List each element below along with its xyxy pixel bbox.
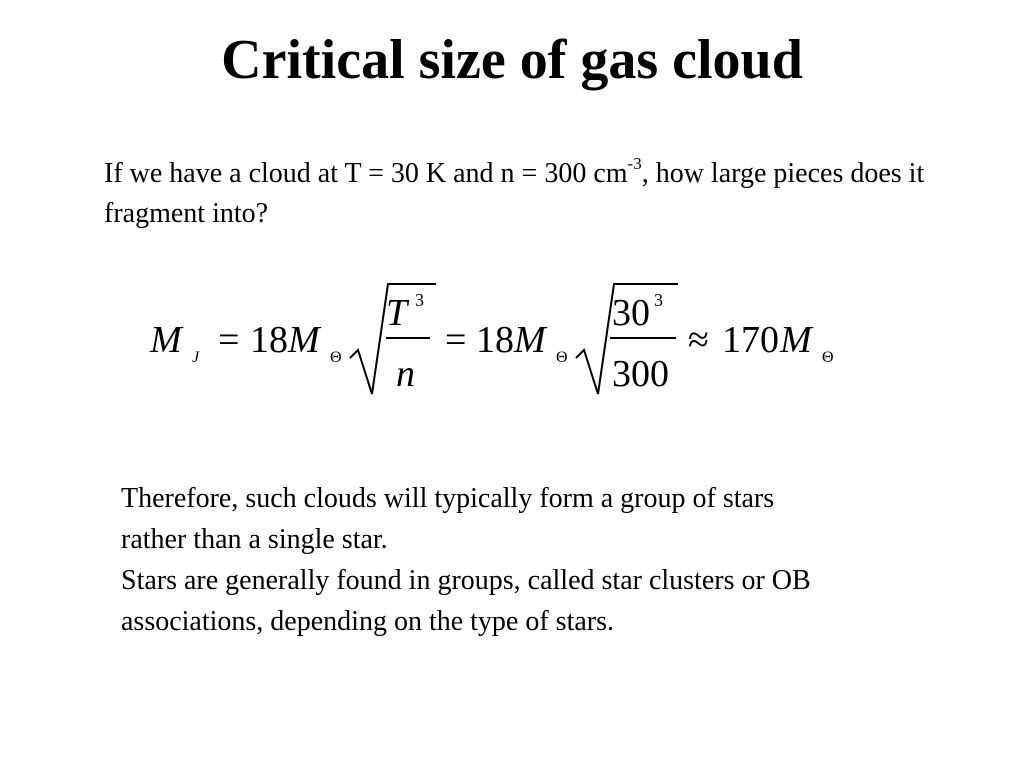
sun-subscript-3: Θ (822, 349, 834, 366)
solar-mass-symbol-2: M (514, 319, 546, 361)
fraction-2-numerator-exponent: 3 (654, 290, 663, 310)
equals-sign-2: = (445, 319, 467, 361)
conclusion-line-2: Stars are generally found in groups, called star clusters or OB associations, depending on the type of stars. (121, 565, 811, 637)
fraction-2-denominator: 300 (612, 353, 669, 395)
question-superscript: -3 (627, 153, 642, 173)
fraction-2-numerator: 30 (612, 292, 650, 334)
sun-subscript-1: Θ (330, 349, 342, 366)
jeans-mass-equation (140, 270, 860, 410)
question-text-after: , how large pieces does it fragment into? (104, 158, 925, 229)
lhs-subscript: J (192, 349, 200, 366)
solar-mass-symbol-1: M (288, 319, 320, 361)
result-coefficient: 170 (722, 319, 779, 361)
slide-title: Critical size of gas cloud (221, 29, 803, 91)
question-text (104, 154, 964, 234)
conclusion-line-1: Therefore, such clouds will typically form a group of stars rather than a single star. (121, 483, 775, 555)
fraction-1-numerator-exponent: 3 (415, 290, 424, 310)
approx-sign: ≈ (688, 319, 709, 361)
lhs-symbol: M (150, 319, 182, 361)
question-text-before: If we have a cloud at T = 30 K and n = 300 cm (104, 158, 628, 189)
coefficient-2: 18 (476, 319, 514, 361)
sun-subscript-2: Θ (556, 349, 568, 366)
coefficient-1: 18 (250, 319, 288, 361)
fraction-1-numerator: T (386, 292, 408, 334)
equals-sign-1: = (218, 319, 240, 361)
fraction-1-denominator: n (396, 353, 415, 395)
conclusion-text (121, 478, 841, 642)
solar-mass-symbol-3: M (780, 319, 812, 361)
